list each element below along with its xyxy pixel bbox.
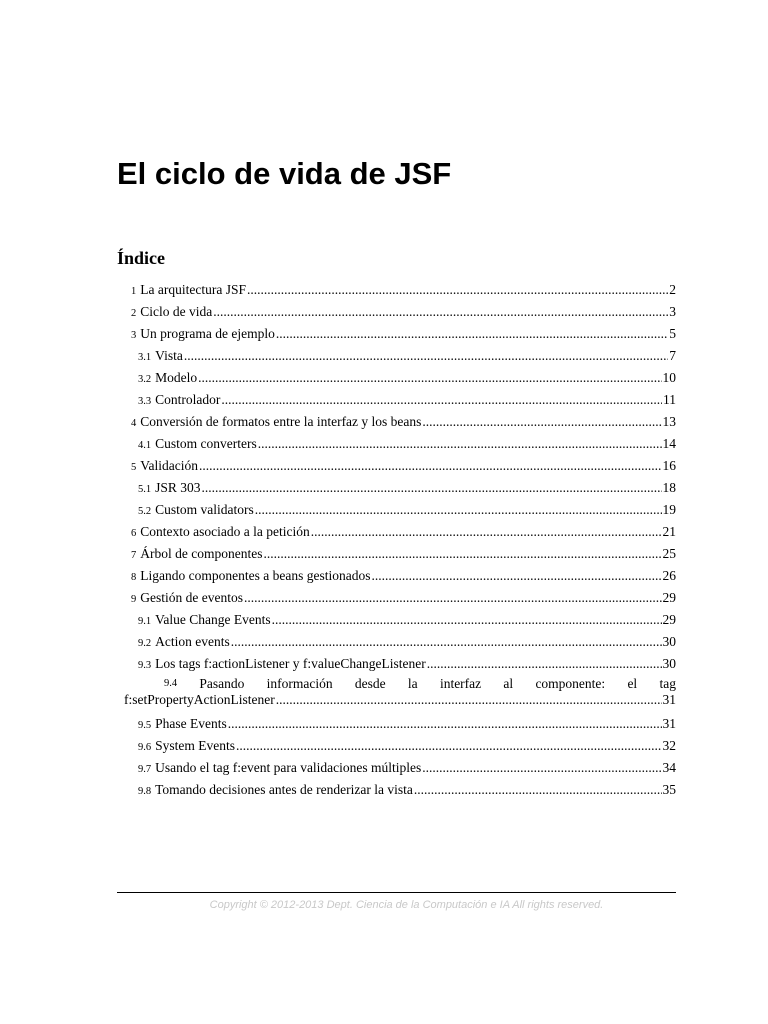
toc-entry-page[interactable]: 3 [669, 304, 676, 319]
toc-leader-dots [255, 499, 662, 521]
toc-leader-dots [244, 587, 662, 609]
toc-entry-page[interactable]: 2 [669, 282, 676, 297]
toc-entry-title[interactable]: Contexto asociado a la petición [140, 524, 310, 539]
toc-entry-title[interactable]: Árbol de componentes [140, 546, 263, 561]
toc-entry-number: 1 [131, 286, 137, 297]
toc-entry[interactable] [0, 653, 676, 675]
toc-entry-title[interactable]: Los tags f:actionListener y f:valueChangeListener [155, 656, 426, 671]
toc-leader-dots [276, 692, 662, 708]
toc-entry-title[interactable]: Controlador [155, 392, 221, 407]
toc-entry-number: 3.2 [138, 374, 152, 385]
toc-entry-page[interactable]: 10 [662, 370, 676, 385]
toc-word: tag [659, 676, 676, 691]
toc-entry-title[interactable]: Ligando componentes a beans gestionados [140, 568, 371, 583]
toc-entry-number: 9.7 [138, 764, 152, 775]
toc-leader-dots [422, 411, 661, 433]
toc-entry-title-line2[interactable] [0, 692, 676, 708]
toc-word: la [407, 676, 418, 691]
toc-entry-page[interactable]: 32 [662, 738, 676, 753]
toc-entry-page[interactable]: 13 [662, 414, 676, 429]
toc-entry-number: 2 [131, 308, 137, 319]
toc-entry-number: 9.5 [138, 720, 152, 731]
toc-entry[interactable] [0, 757, 676, 779]
toc-entry-page[interactable]: 29 [662, 590, 676, 605]
toc-entry-number: 5 [131, 462, 137, 473]
toc-entry-number: 9.4 [164, 678, 178, 689]
toc-entry-page[interactable]: 18 [662, 480, 676, 495]
toc-leader-dots [427, 653, 662, 675]
toc-entry-title[interactable]: Tomando decisiones antes de renderizar la vista [155, 782, 413, 797]
toc-entry-number: 7 [131, 550, 137, 561]
toc-entry-page[interactable]: 35 [662, 782, 676, 797]
toc-entry-number: 3.3 [138, 396, 152, 407]
toc-entry-number: 9.1 [138, 616, 152, 627]
toc-entry-page[interactable]: 19 [662, 502, 676, 517]
toc-entry-page[interactable]: 31 [662, 716, 676, 731]
toc-word: información [266, 676, 333, 691]
toc-leader-dots [221, 389, 662, 411]
toc-word: Pasando [199, 676, 245, 691]
toc-leader-dots [272, 609, 662, 631]
toc-entry-page[interactable]: 14 [662, 436, 676, 451]
toc-leader-dots [213, 301, 668, 323]
document-title: El ciclo de vida de JSF [117, 156, 452, 191]
toc-leader-dots [263, 543, 661, 565]
toc-leader-dots [198, 367, 661, 389]
toc-entry-number: 9.3 [138, 660, 152, 671]
toc-word: el [627, 676, 638, 691]
toc-leader-dots [311, 521, 662, 543]
toc-entry-page[interactable]: 25 [662, 546, 676, 561]
toc-leader-dots [371, 565, 661, 587]
footer-divider [117, 892, 676, 893]
toc-word: componente: [535, 676, 606, 691]
table-of-contents [0, 279, 768, 801]
toc-entry-title[interactable]: Custom validators [155, 502, 254, 517]
toc-entry-title-line1[interactable] [0, 676, 676, 692]
toc-leader-dots [231, 631, 662, 653]
toc-entry-title[interactable]: Validación [140, 458, 198, 473]
toc-entry-title[interactable]: Phase Events [155, 716, 227, 731]
toc-entry-page[interactable]: 7 [669, 348, 676, 363]
toc-entry-page[interactable]: 5 [669, 326, 676, 341]
toc-entry-page[interactable]: 30 [662, 656, 676, 671]
toc-entry-page[interactable]: 29 [662, 612, 676, 627]
toc-entry[interactable] [0, 675, 676, 713]
toc-entry[interactable] [0, 779, 676, 801]
toc-entry-page[interactable]: 31 [662, 692, 676, 707]
toc-entry-title[interactable]: Gestión de eventos [140, 590, 243, 605]
toc-entry-page[interactable]: 21 [662, 524, 676, 539]
toc-entry[interactable] [0, 543, 676, 565]
toc-leader-dots [414, 779, 662, 801]
toc-entry-number: 9.2 [138, 638, 152, 649]
toc-entry-number: 6 [131, 528, 137, 539]
toc-leader-dots [422, 757, 661, 779]
toc-entry-number: 8 [131, 572, 137, 583]
toc-entry[interactable] [0, 587, 676, 609]
toc-entry[interactable] [0, 521, 676, 543]
toc-entry-number: 5.2 [138, 506, 152, 517]
toc-entry-title[interactable]: Action events [155, 634, 230, 649]
toc-leader-dots [228, 713, 662, 735]
toc-entry-title[interactable]: Value Change Events [155, 612, 271, 627]
toc-leader-dots [184, 345, 668, 367]
toc-entry-title[interactable]: JSR 303 [155, 480, 201, 495]
toc-leader-dots [247, 279, 668, 301]
footer-copyright: Copyright © 2012-2013 Dept. Ciencia de la Computación e IA All rights reserved. [209, 899, 604, 911]
toc-entry-page[interactable]: 26 [662, 568, 676, 583]
toc-entry-page[interactable]: 30 [662, 634, 676, 649]
toc-entry-number: 4 [131, 418, 137, 429]
toc-leader-dots [236, 735, 662, 757]
toc-heading: Índice [117, 248, 166, 268]
toc-entry-title[interactable]: Ciclo de vida [140, 304, 213, 319]
toc-entry-number: 4.1 [138, 440, 152, 451]
toc-entry[interactable] [0, 477, 676, 499]
toc-entry-title[interactable]: Un programa de ejemplo [140, 326, 275, 341]
toc-entry-title[interactable]: Usando el tag f:event para validaciones múltiples [155, 760, 422, 775]
toc-entry[interactable] [0, 433, 676, 455]
toc-entry-number: 5.1 [138, 484, 152, 495]
toc-leader-dots [199, 455, 662, 477]
toc-entry-title[interactable]: System Events [155, 738, 235, 753]
toc-entry[interactable] [0, 713, 676, 735]
toc-entry[interactable] [0, 499, 676, 521]
toc-entry[interactable] [0, 565, 676, 587]
toc-entry[interactable] [0, 631, 676, 653]
toc-entry-title[interactable]: La arquitectura JSF [140, 282, 246, 297]
toc-entry[interactable] [0, 455, 676, 477]
toc-entry[interactable] [0, 323, 676, 345]
toc-entry[interactable] [0, 345, 676, 367]
toc-entry-page[interactable]: 16 [662, 458, 676, 473]
toc-entry-title[interactable]: Custom converters [155, 436, 257, 451]
toc-entry-number: 9 [131, 594, 137, 605]
toc-entry-page[interactable]: 34 [662, 760, 676, 775]
toc-entry-title[interactable]: f:setPropertyActionListener [124, 692, 275, 707]
toc-entry[interactable] [0, 301, 676, 323]
toc-word: desde [354, 676, 386, 691]
toc-entry[interactable] [0, 279, 676, 301]
toc-entry[interactable] [0, 367, 676, 389]
toc-leader-dots [258, 433, 662, 455]
toc-word: interfaz [439, 676, 482, 691]
toc-leader-dots [276, 323, 668, 345]
toc-entry-title[interactable]: Modelo [155, 370, 198, 385]
toc-leader-dots [202, 477, 662, 499]
toc-entry-number: 9.8 [138, 786, 152, 797]
toc-word: al [503, 676, 514, 691]
toc-entry-number: 9.6 [138, 742, 152, 753]
toc-entry-title[interactable]: Vista [155, 348, 183, 363]
toc-entry-number: 3 [131, 330, 137, 341]
toc-entry[interactable] [0, 735, 676, 757]
toc-entry-page[interactable]: 11 [663, 392, 676, 407]
toc-entry-title[interactable]: Conversión de formatos entre la interfaz y los beans [140, 414, 422, 429]
toc-entry[interactable] [0, 389, 676, 411]
toc-entry-number: 3.1 [138, 352, 152, 363]
toc-entry[interactable] [0, 609, 676, 631]
toc-entry[interactable] [0, 411, 676, 433]
